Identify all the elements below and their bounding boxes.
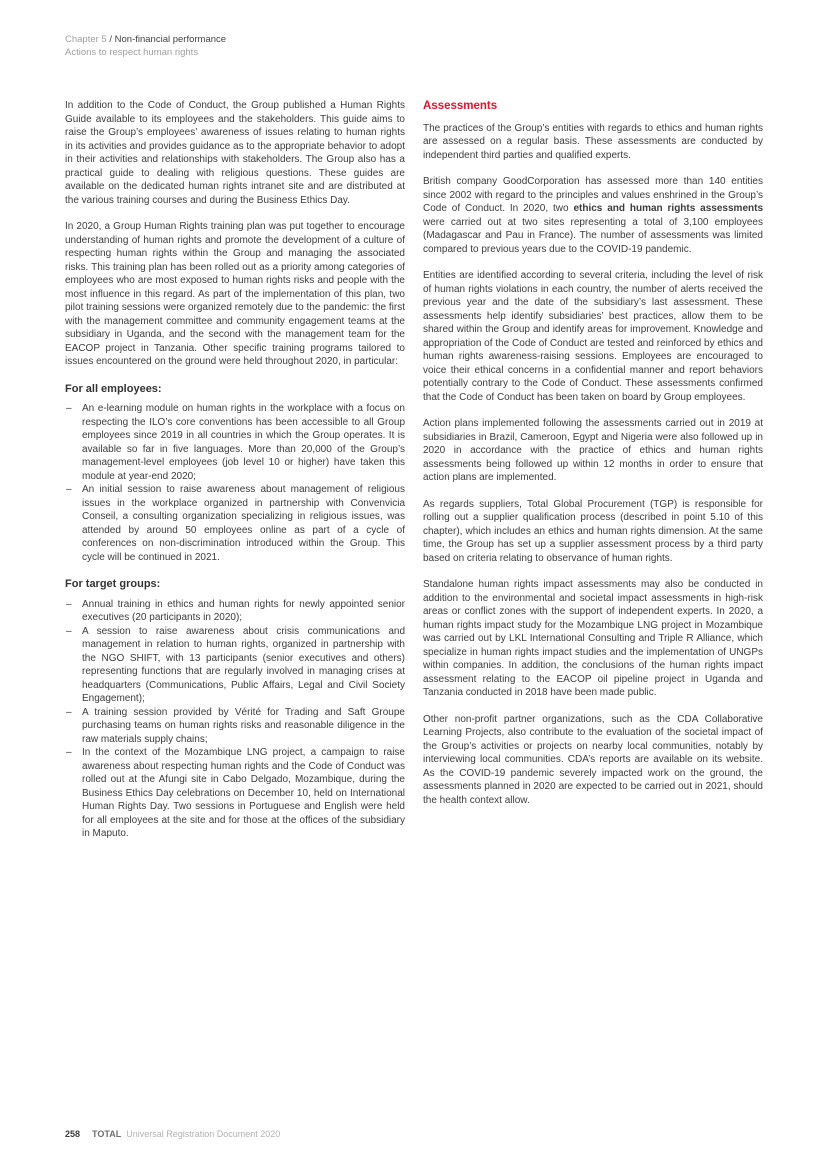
paragraph: The practices of the Group’s entities with regards to ethics and human rights are assessed on a regular basis. These assessments are conducted by independent third parties and qualified experts.: [423, 122, 763, 161]
paragraph: Entities are identified according to several criteria, including the level of risk of human rights violations in each country, the number of alerts received the previous year and the date of the subsidiary’s last assessment. These assessments help identify subsidiaries’ best practices, allow them to be shared within the Group and identify areas for improvement. Knowledge and appropriation of the Code of Conduct are tested and reinforced by ethics and human rights awareness-raising sessions. Employees are encouraged to voice their ethical concerns in a confidential manner and report behaviors potentially contrary to the Code of Conduct. These assessments confirmed that the Code of Conduct has been taken on board by Group employees.: [423, 270, 763, 403]
bullet-dash: –: [66, 706, 72, 718]
right-column: [423, 99, 763, 854]
paragraph: As regards suppliers, Total Global Procurement (TGP) is responsible for rolling out a supplier qualification process (described in point 5.10 of this chapter), which includes an ethics and human rights dimension. At the same time, the Group has set up a supplier assessment process by a third party based on criteria relating to observance of human rights.: [423, 498, 763, 564]
bold-phrase: ethics and human rights assessments: [573, 203, 764, 214]
list-item: [65, 625, 405, 706]
page-footer: [65, 1128, 280, 1140]
bullet-text: A training session provided by Vérité for Trading and Saft Groupe purchasing teams on human rights risks and reasonable diligence in the raw materials supply chains;: [82, 706, 405, 745]
bullet-list: [65, 402, 405, 564]
bullet-text: In the context of the Mozambique LNG project, a campaign to raise awareness about respecting human rights and the Code of Conduct was rolled out at the Afungi site in Cabo Delgado, Mozambique, during the Business Ethics Day celebrations on December 10, held on International Human Rights Day. Two sessions in Portuguese and English were held for all employees at the site and for those at the offices of the subsidiary in Maputo.: [82, 747, 405, 839]
page-number: 258: [65, 1129, 81, 1139]
bullet-text: Annual training in ethics and human rights for newly appointed senior executives (20 participants in 2020);: [82, 598, 405, 623]
section-heading: For target groups:: [65, 578, 161, 590]
paragraph-text: were carried out at two sites representing a total of 3,100 employees (Madagascar and Pau in France). The number of assessments was limited compared to previous years due to the COVID-19 pandemic.: [423, 216, 763, 255]
paragraph: Standalone human rights impact assessments may also be conducted in addition to the environmental and societal impact assessments in high-risk areas or conflict zones with the support of independent experts. In 2020, a human rights impact study for the Mozambique LNG project in Mozambique was carried out by LKL International Consulting and Triple R Alliance, which specialize in human rights impact studies and the implementation of UNGPs within companies. In addition, the conclusions of the human rights impact assessment relating to the EACOP oil pipeline project in Uganda and Tanzania conducted in 2018 have been made public.: [423, 579, 763, 698]
bullet-dash: –: [66, 403, 72, 414]
bullet-dash: –: [66, 484, 72, 495]
list-item: [65, 746, 405, 841]
section-subtitle: Actions to respect human rights: [65, 47, 199, 58]
bullet-dash: –: [66, 598, 72, 610]
paragraph: In addition to the Code of Conduct, the Group published a Human Rights Guide available to its employees and the stakeholders. This guide aims to raise the Group’s employees’ awareness of issues relating to human rights in its activities and provides guidance as to the appropriate behavior to adopt in their activities and relationships with stakeholders. The Group also has a practical guide to dealing with religious questions. These guides are available on the dedicated human rights intranet site and are distributed at the various training courses and during the Business Ethics Day.: [65, 100, 405, 206]
paragraph: Other non-profit partner organizations, such as the CDA Collaborative Learning Projects, also contribute to the evaluation of the societal impact of the Group’s activities or projects on nearby local communities, notably by interviewing local communities. CDA’s reports are available on its website. As the COVID-19 pandemic severely impacted work on the ground, the assessments planned in 2020 are expected to be carried out in 2021, should the health context allow.: [423, 713, 763, 806]
content-columns: [65, 99, 763, 854]
bullet-dash: –: [66, 747, 72, 758]
list-item: [65, 598, 405, 625]
bullet-text: An initial session to raise awareness about management of religious issues in the workplace organized in partnership with Convenvicia Conseil, a consulting organization specializing in religious issues, was attended by around 50 employees online as part of a cycle of conferences on non-discrimination introduced within the Group. This cycle will be continued in 2021.: [82, 484, 405, 563]
assessments-heading: Assessments: [423, 100, 498, 112]
bullet-text: A session to raise awareness about crisis communications and management in relation to human rights, organized in partnership with the NGO SHIFT, with 13 participants (senior executives and others) representing functions that are regularly involved in managing crises at headquarters (Communications, Public Affairs, Legal and Civil Society Engagement);: [82, 625, 405, 704]
paragraph: Action plans implemented following the assessments carried out in 2019 at subsidiaries in Brazil, Cameroon, Egypt and Nigeria were also followed up in 2020 in accordance with the practice of ethics and human rights assessments being followed up within 12 months in order to ensure that action plans are implemented.: [423, 418, 763, 483]
paragraph: [423, 175, 763, 256]
paragraph-text: British company GoodCorporation has assessed more than 140 entities since 2002 with regard to the principles and values enshrined in the Group’s Code of Conduct. In 2020, two: [423, 176, 763, 214]
breadcrumb: [65, 33, 226, 46]
chapter-label: Chapter 5: [65, 34, 110, 45]
bullet-dash: –: [66, 625, 72, 637]
list-item: [65, 483, 405, 564]
chapter-title: / Non-financial performance: [109, 34, 227, 45]
page-header: [65, 33, 226, 59]
list-item: [65, 402, 405, 483]
section-heading: For all employees:: [65, 382, 162, 395]
bullet-list: [65, 598, 405, 841]
document-title: Universal Registration Document 2020: [126, 1129, 281, 1139]
bullet-text: An e-learning module on human rights in the workplace with a focus on respecting the ILO’s core conventions has been accessible to all Group employees since 2019 in all countries in which the Group operates. It is available so far in five languages. More than 20,000 of the Group’s management-level employees (job level 10 or higher) have taken this module at year-end 2020;: [82, 403, 405, 482]
paragraph: In 2020, a Group Human Rights training plan was put together to encourage understanding of human rights and promote the development of a culture of respecting human rights within the Group and managing the associated risks. This training plan has been rolled out as a priority among categories of employees who are most exposed to human rights risks and people with the most influence in this regard. As part of the implementation of this plan, two pilot training sessions were organized remotely due to the pandemic: the first with the management committee and community engagement teams at the subsidiary in Uganda, and the second with the management team for the EACOP project in Tanzania. Other specific training programs tailored to issues encountered on the ground were held throughout 2020, in particular:: [65, 221, 405, 367]
list-item: [65, 706, 405, 747]
left-column: [65, 99, 405, 854]
brand-name: TOTAL: [92, 1129, 122, 1139]
